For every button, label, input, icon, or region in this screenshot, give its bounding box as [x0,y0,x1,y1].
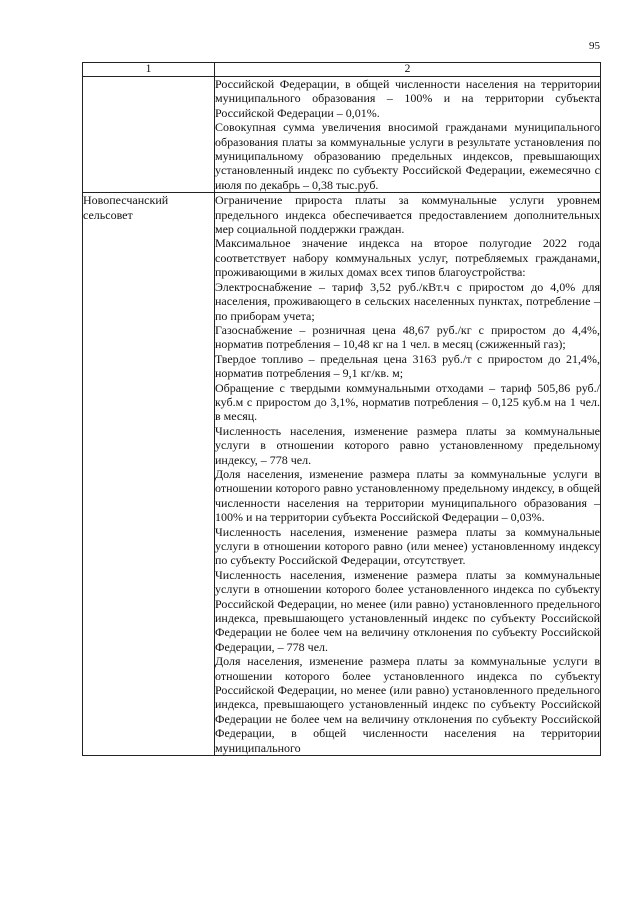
paragraph: Обращение с твердыми коммунальными отходами – тариф 505,86 руб./куб.м с приростом до 3,1%, норматив потребления – 0,125 куб.м на 1 чел. в месяц. [215,380,600,424]
municipality-cell [83,77,215,193]
page-number: 95 [589,40,600,52]
description-cell [215,193,601,756]
paragraph: Максимальное значение индекса на второе полугодие 2022 года соответствует набору коммунальных услуг, потребляемых гражданами, проживающими в жилых домах всех типов благоустройства: [215,236,600,280]
paragraph: Электроснабжение – тариф 3,52 руб./кВт.ч с приростом до 4,0% для населения, проживающего в сельских населенных пунктах, потребление – по приборам учета; [215,279,600,323]
column-header-2: 2 [215,63,601,77]
paragraph: Численность населения, изменение размера платы за коммунальные услуги в отношении которого равно установленному предельному индексу, – 778 чел. [215,423,600,467]
table-row [83,77,601,193]
paragraph: Твердое топливо – предельная цена 3163 руб./т с приростом до 21,4%, норматив потребления – 9,1 кг/кв. м; [215,351,600,381]
description-cell [215,77,601,193]
paragraph: Газоснабжение – розничная цена 48,67 руб./кг с приростом до 4,4%, норматив потребления – 10,48 кг на 1 чел. в месяц (сжиженный газ); [215,322,600,352]
paragraph: Доля населения, изменение размера платы за коммунальные услуги в отношении которого более установленного индекса по субъекту Российской Федерации, но менее (или равно) установленного предельного индекса, превышающего установленный индекс по субъекту Российской Федерации не более чем на величину отклонения по субъекту Российской Федерации, в общей численности населения на территории муниципального [215,654,600,755]
data-table [82,62,601,756]
paragraph: Совокупная сумма увеличения вносимой гражданами муниципального образования платы за коммунальные услуги в результате установления по муниципальному образованию предельных индексов, превышающих установленный индекс по субъекту Российской Федерации, ежемесячно с июля по декабрь – 0,38 тыс.руб. [215,120,600,192]
paragraph: Доля населения, изменение размера платы за коммунальные услуги в отношении которого равно установленному предельному индексу, в общей численности населения на территории муниципального образования – 100% и на территории субъекта Российской Федерации – 0,03%. [215,466,600,525]
paragraph: Численность населения, изменение размера платы за коммунальные услуги в отношении которого равно (или менее) установленному индексу по субъекту Российской Федерации, отсутствует. [215,524,600,568]
table-header-row [83,63,601,77]
paragraph: Численность населения, изменение размера платы за коммунальные услуги в отношении которого более установленного индекса по субъекту Российской Федерации, но менее (или равно) установленного предельного индекса, превышающего установленный индекс по субъекту Российской Федерации не более чем на величину отклонения по субъекту Российской Федерации, – 778 чел. [215,567,600,654]
column-header-1: 1 [83,63,215,77]
table-row [83,193,601,756]
paragraph: Ограничение прироста платы за коммунальные услуги уровнем предельного индекса обеспечивается предоставлением дополнительных мер социальной поддержки граждан. [215,193,600,237]
municipality-cell: Новопесчанский сельсовет [83,193,215,756]
paragraph: Российской Федерации, в общей численности населения на территории муниципального образования – 100% и на территории субъекта Российской Федерации – 0,01%. [215,77,600,120]
